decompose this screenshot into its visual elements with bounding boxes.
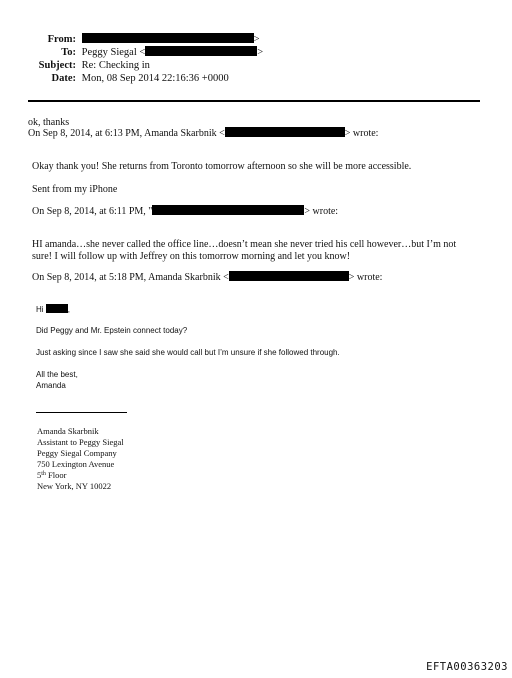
signature-divider [36, 412, 127, 413]
floor-number: 5 [37, 470, 42, 480]
reply-quote-prefix: On Sep 8, 2014, at 6:13 PM, Amanda Skarbnik < [28, 128, 225, 139]
message-2-line-2: sure! I will follow up with Jeffrey on this tomorrow morning and let you know! [32, 251, 351, 262]
subject-label: Subject: [38, 60, 76, 71]
redaction-block [145, 46, 257, 56]
to-value-suffix: > [257, 47, 264, 58]
header-divider [28, 100, 480, 102]
message-3-closing-2: Amanda [36, 381, 66, 390]
header-subject-row [24, 59, 150, 72]
sent-from-iphone: Sent from my iPhone [32, 184, 118, 195]
quote-suffix: > wrote: [304, 206, 339, 217]
quote-prefix: On Sep 8, 2014, at 5:18 PM, Amanda Skarbnik < [32, 272, 229, 283]
quote-suffix: > wrote: [348, 272, 383, 283]
signature-title: Assistant to Peggy Siegal [37, 437, 124, 447]
signature-name: Amanda Skarbnik [37, 426, 99, 436]
message-2-quote-line [32, 271, 382, 284]
redaction-block [46, 304, 71, 314]
redaction-block [225, 127, 345, 137]
floor-word: Floor [45, 470, 67, 480]
date-label: Date: [51, 73, 76, 84]
document-id: EFTA00363203 [426, 661, 508, 673]
header-to-row [24, 46, 263, 59]
message-1-quote-line [32, 205, 338, 218]
reply-line-1: ok, thanks [28, 117, 70, 128]
greeting: Hi [36, 305, 44, 314]
signature-city: New York, NY 10022 [37, 481, 112, 491]
greeting-suffix: , [67, 305, 71, 314]
quote-prefix: On Sep 8, 2014, at 6:11 PM, " [32, 206, 153, 217]
reply-quote-suffix: > wrote: [344, 128, 379, 139]
redaction-block [82, 33, 254, 43]
to-value: Peggy Siegal < [81, 47, 146, 58]
reply-line-2 [28, 127, 378, 140]
floor-superscript: th [41, 471, 46, 477]
message-3-line-2: Just asking since I saw she said she would call but I’m unsure if she followed through. [36, 348, 340, 357]
message-3-closing-1: All the best, [36, 370, 78, 379]
message-2-line-1: HI amanda…she never called the office line…doesn’t mean she never tried his cell however…but I’m not [32, 239, 457, 250]
header-from-row [24, 33, 260, 46]
subject-value: Re: Checking in [81, 60, 150, 71]
from-value-suffix: > [253, 34, 260, 45]
message-3-greeting [36, 304, 70, 315]
header-date-row [24, 72, 229, 85]
redaction-block [229, 271, 349, 281]
message-1-text: Okay thank you! She returns from Toronto tomorrow afternoon so she will be more accessible. [32, 161, 412, 172]
signature-address: 750 Lexington Avenue [37, 459, 115, 469]
signature-floor [37, 470, 66, 481]
redaction-block [152, 205, 304, 215]
to-label: To: [61, 47, 76, 58]
signature-company: Peggy Siegal Company [37, 448, 117, 458]
message-3-line-1: Did Peggy and Mr. Epstein connect today? [36, 326, 188, 335]
date-value: Mon, 08 Sep 2014 22:16:36 +0000 [81, 73, 229, 84]
from-label: From: [47, 34, 76, 45]
